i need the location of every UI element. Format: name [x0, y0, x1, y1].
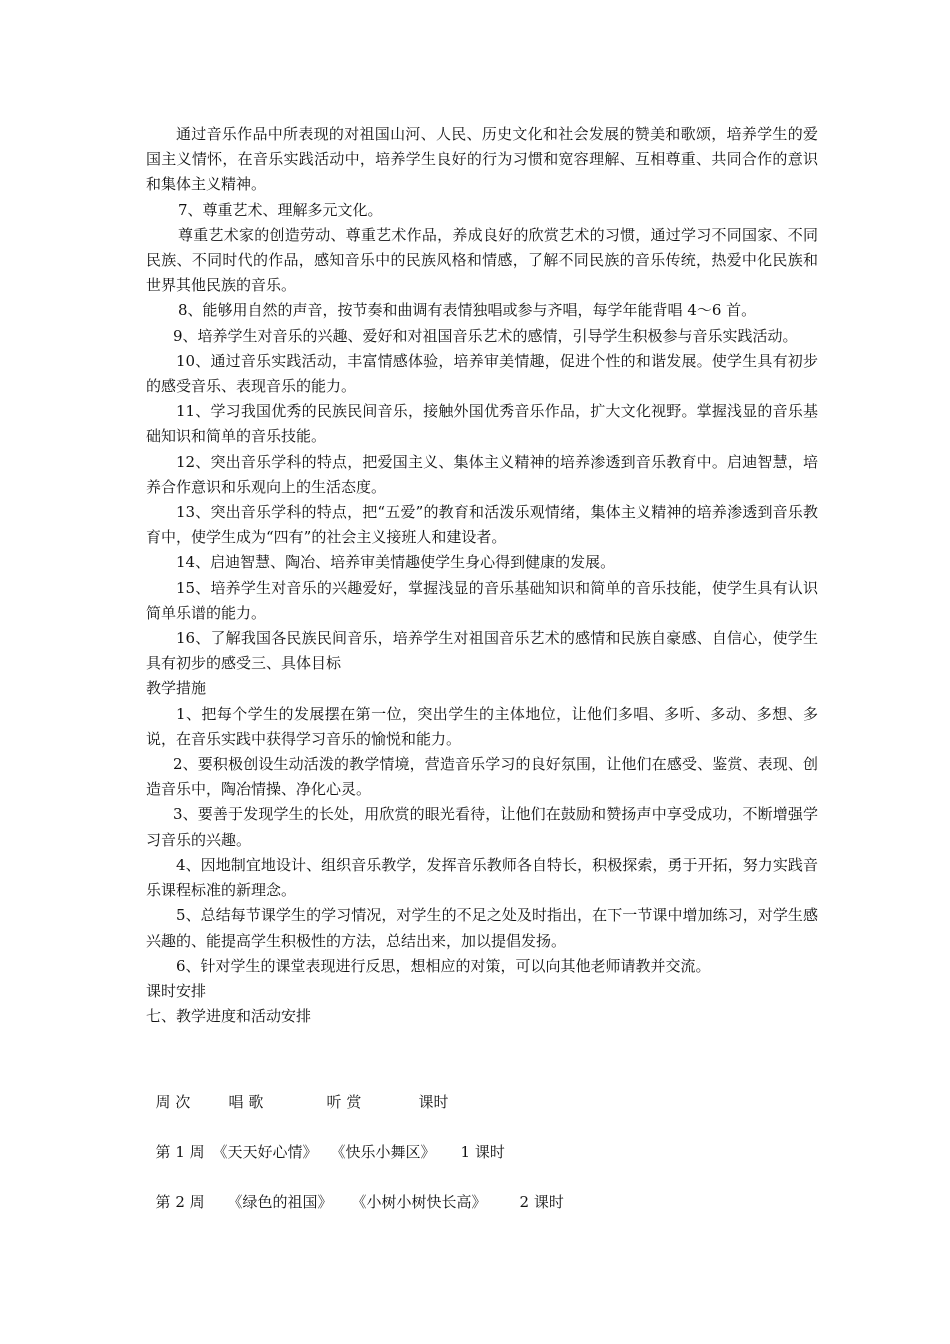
heading-class-hours: 课时安排 [146, 981, 207, 1000]
paragraph-measure-5: 5、总结每节课学生的学习情况，对学生的不足之处及时指出，在下一节课中增加练习，对学生感兴趣的、能提高学生积极性的方法，总结出来，加以提倡发扬。 [146, 906, 818, 950]
paragraph-measure-3: 3、要善于发现学生的长处，用欣赏的眼光看待，让他们在鼓励和赞扬声中享受成功，不断增强学习音乐的兴趣。 [146, 805, 818, 849]
paragraph-respect-art: 尊重艺术家的创造劳动、尊重艺术作品，养成良好的欣赏艺术的习惯，通过学习不同国家、不同民族、不同时代的作品，感知音乐中的民族风格和情感，了解不同民族的音乐传统，热爱中化民族和世界其他民族的音乐。 [146, 225, 818, 295]
paragraph-goal-11: 11、学习我国优秀的民族民间音乐，接触外国优秀音乐作品，扩大文化视野。掌握浅显的音乐基础知识和简单的音乐技能。 [146, 402, 818, 446]
header-listening: 听 赏 [326, 1093, 362, 1111]
row-song: 《绿色的祖国》 [227, 1193, 333, 1211]
row-song: 《天天好心情》 [212, 1143, 318, 1161]
paragraph-goal-16: 16、了解我国各民族民间音乐，培养学生对祖国音乐艺术的感情和民族自豪感、自信心，使学生具有初步的感受三、具体目标 [146, 629, 818, 673]
document-body [146, 122, 818, 1029]
heading-schedule: 七、教学进度和活动安排 [146, 1007, 312, 1026]
paragraph-goal-13: 13、突出音乐学科的特点，把“五爱”的教育和活泼乐观情绪，集体主义精神的培养渗透到音乐教育中，使学生成为“四有”的社会主义接班人和建设者。 [146, 503, 818, 547]
paragraph-goal-7: 7、尊重艺术、理解多元文化。 [178, 200, 383, 219]
paragraph-goal-8: 8、能够用自然的声音，按节奏和曲调有表情独唱或参与齐唱，每学年能背唱 4～6 首。 [178, 301, 757, 320]
paragraph-goal-10: 10、通过音乐实践活动，丰富情感体验，培养审美情趣，促进个性的和谐发展。使学生具有初步的感受音乐、表现音乐的能力。 [146, 351, 818, 396]
paragraph-measure-4: 4、因地制宜地设计、组织音乐教学，发挥音乐教师各自特长，积极探索，勇于开拓，努力实践音乐课程标准的新理念。 [146, 855, 818, 900]
schedule-row [146, 1123, 505, 1162]
header-week: 周 次 [155, 1093, 191, 1111]
schedule-row [146, 1173, 564, 1212]
row-listening: 《快乐小舞区》 [330, 1143, 436, 1161]
paragraph-measure-6: 6、针对学生的课堂表现进行反思，想相应的对策，可以向其他老师请教并交流。 [176, 956, 711, 975]
row-week: 第 1 周 [155, 1143, 205, 1161]
paragraph-goal-14: 14、启迪智慧、陶冶、培养审美情趣使学生身心得到健康的发展。 [176, 553, 616, 572]
paragraph-measure-2: 2、要积极创设生动活泼的教学情境，营造音乐学习的良好氛围，让他们在感受、鉴赏、表现、创造音乐中，陶冶情操、净化心灵。 [146, 755, 818, 799]
header-song: 唱 歌 [228, 1093, 264, 1111]
paragraph-goal-15: 15、培养学生对音乐的兴趣爱好，掌握浅显的音乐基础知识和简单的音乐技能，使学生具有认识简单乐谱的能力。 [146, 578, 818, 622]
header-hours: 课时 [418, 1093, 449, 1111]
row-hours: 2 课时 [519, 1193, 564, 1211]
paragraph-goal-12: 12、突出音乐学科的特点，把爱国主义、集体主义精神的培养渗透到音乐教育中。启迪智慧，培养合作意识和乐观向上的生活态度。 [146, 452, 818, 496]
row-week: 第 2 周 [155, 1193, 205, 1211]
paragraph-goal-9: 9、培养学生对音乐的兴趣、爱好和对祖国音乐艺术的感情，引导学生积极参与音乐实践活动。 [173, 326, 798, 345]
row-listening: 《小树小树快长高》 [351, 1193, 487, 1211]
schedule-header-row [146, 1073, 449, 1112]
paragraph-measure-1: 1、把每个学生的发展摆在第一位，突出学生的主体地位，让他们多唱、多听、多动、多想、多说，在音乐实践中获得学习音乐的愉悦和能力。 [146, 704, 818, 748]
paragraph-patriotism: 通过音乐作品中所表现的对祖国山河、人民、历史文化和社会发展的赞美和歌颂，培养学生的爱国主义情怀，在音乐实践活动中，培养学生良好的行为习惯和宽容理解、互相尊重、共同合作的意识和集体主义精神。 [146, 125, 818, 194]
row-hours: 1 课时 [460, 1143, 505, 1161]
heading-teaching-measures: 教学措施 [146, 679, 207, 698]
